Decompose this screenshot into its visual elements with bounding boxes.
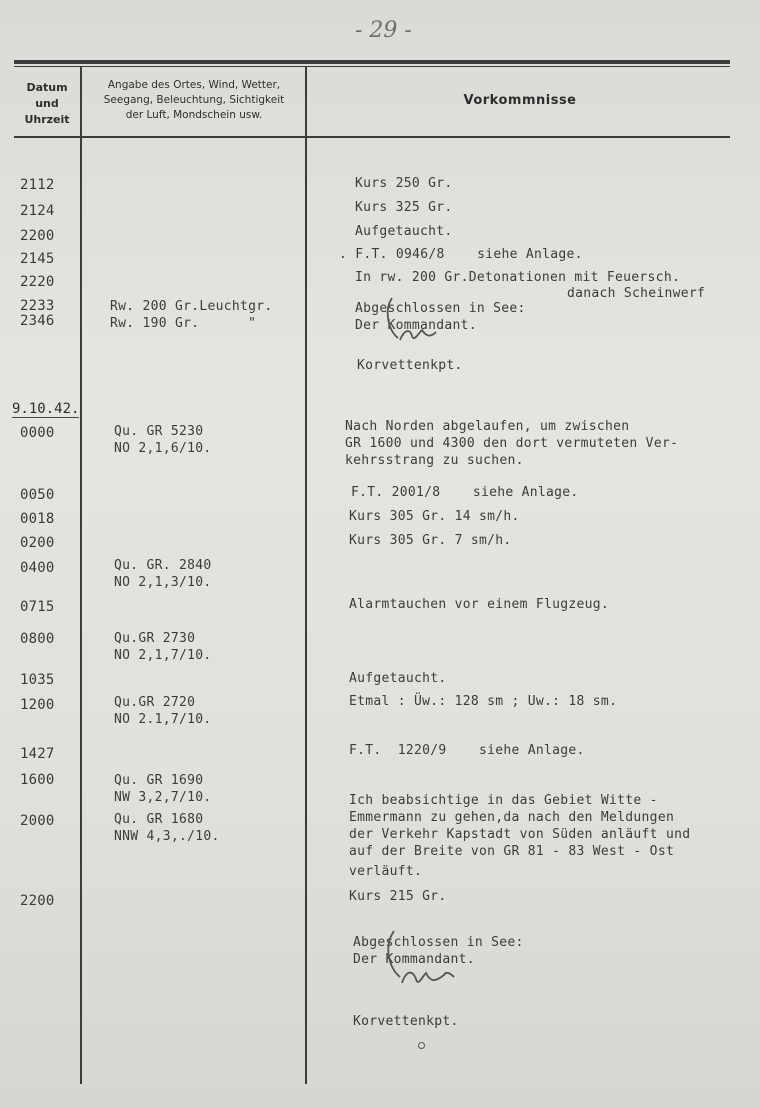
header-location-weather: Angabe des Ortes, Wind, Wetter, Seegang, Beleuchtung, Sichtigkeit der Luft, Mondschein usw. xyxy=(103,79,285,121)
commander-signature xyxy=(370,290,470,360)
event-entry: danach Scheinwerf xyxy=(567,286,706,301)
event-entry: verläuft. xyxy=(349,864,423,879)
position-entry: Qu. GR 1690 NW 3,2,7/10. xyxy=(114,773,212,805)
header-events: Vorkommnisse xyxy=(463,93,577,108)
closing-statement: Abgeschlossen in See: Der Kommandant. xyxy=(355,301,526,333)
closing-statement: Abgeschlossen in See: Der Kommandant. xyxy=(353,935,524,967)
rank-label: Korvettenkpt. xyxy=(353,1014,459,1029)
time-entry: 0200 xyxy=(20,535,55,551)
time-entry: 2220 xyxy=(20,274,55,290)
event-entry: Ich beabsichtige in das Gebiet Witte - Emmermann zu gehen,da nach den Meldungen der Verkehr Kapstadt von Süden anläuft und auf der Breite von GR 81 - 83 West - Ost xyxy=(349,793,691,859)
column-divider-1 xyxy=(80,66,82,1084)
time-entry: 0018 xyxy=(20,511,55,527)
time-entry: 0050 xyxy=(20,487,55,503)
time-entry: 0800 xyxy=(20,631,55,647)
event-entry: Kurs 215 Gr. xyxy=(349,889,447,904)
event-entry: F.T. 2001/8 siehe Anlage. xyxy=(351,485,579,500)
position-entry: Rw. 200 Gr.Leuchtgr. Rw. 190 Gr. " xyxy=(110,299,273,331)
time-entry: 0000 xyxy=(20,425,55,441)
event-entry: . F.T. 0946/8 siehe Anlage. xyxy=(339,247,583,262)
time-entry: 0715 xyxy=(20,599,55,615)
header-rule xyxy=(14,136,730,138)
event-entry: Nach Norden abgelaufen, um zwischen GR 1600 und 4300 den dort vermuteten Ver- kehrsstrang zu suchen. xyxy=(345,419,679,468)
event-entry: Kurs 325 Gr. xyxy=(355,200,453,215)
event-entry: In rw. 200 Gr.Detonationen mit Feuersch. xyxy=(355,270,681,285)
time-entry: 1427 xyxy=(20,746,55,762)
top-rule xyxy=(14,60,730,64)
event-entry: Kurs 250 Gr. xyxy=(355,176,453,191)
event-entry: F.T. 1220/9 siehe Anlage. xyxy=(349,743,585,758)
top-rule-thin xyxy=(14,66,730,67)
time-entry: 2200 xyxy=(20,893,55,909)
time-entry: 2233 xyxy=(20,298,55,314)
position-entry: Qu. GR. 2840 NO 2,1,3/10. xyxy=(114,558,212,590)
time-entry: 2200 xyxy=(20,228,55,244)
time-entry: 2112 xyxy=(20,177,55,193)
event-entry: Kurs 305 Gr. 7 sm/h. xyxy=(349,533,512,548)
column-divider-2 xyxy=(305,66,307,1084)
time-entry: 1600 xyxy=(20,772,55,788)
position-entry: Qu.GR 2730 NO 2,1,7/10. xyxy=(114,631,212,663)
page-number: - 29 - xyxy=(355,18,412,43)
time-entry: 2124 xyxy=(20,203,55,219)
time-entry: 1200 xyxy=(20,697,55,713)
event-entry: Kurs 305 Gr. 14 sm/h. xyxy=(349,509,520,524)
commander-signature xyxy=(372,925,472,1005)
rank-label: Korvettenkpt. xyxy=(357,358,463,373)
event-entry: Aufgetaucht. xyxy=(349,671,447,686)
header-date-time: Datum und Uhrzeit xyxy=(24,81,70,126)
time-entry: 2000 xyxy=(20,813,55,829)
event-entry: Alarmtauchen vor einem Flugzeug. xyxy=(349,597,610,612)
position-entry: Qu.GR 2720 NO 2.1,7/10. xyxy=(114,695,212,727)
event-entry: Etmal : Üw.: 128 sm ; Uw.: 18 sm. xyxy=(349,694,618,709)
position-entry: Qu. GR 1680 NNW 4,3,./10. xyxy=(114,812,220,844)
time-entry: 2145 xyxy=(20,251,55,267)
ink-mark xyxy=(418,1042,425,1049)
time-entry: 2346 xyxy=(20,313,55,329)
time-entry: 0400 xyxy=(20,560,55,576)
date-entry: 9.10.42. xyxy=(12,401,80,417)
event-entry: Aufgetaucht. xyxy=(355,224,453,239)
time-entry: 1035 xyxy=(20,672,55,688)
position-entry: Qu. GR 5230 NO 2,1,6/10. xyxy=(114,424,212,456)
